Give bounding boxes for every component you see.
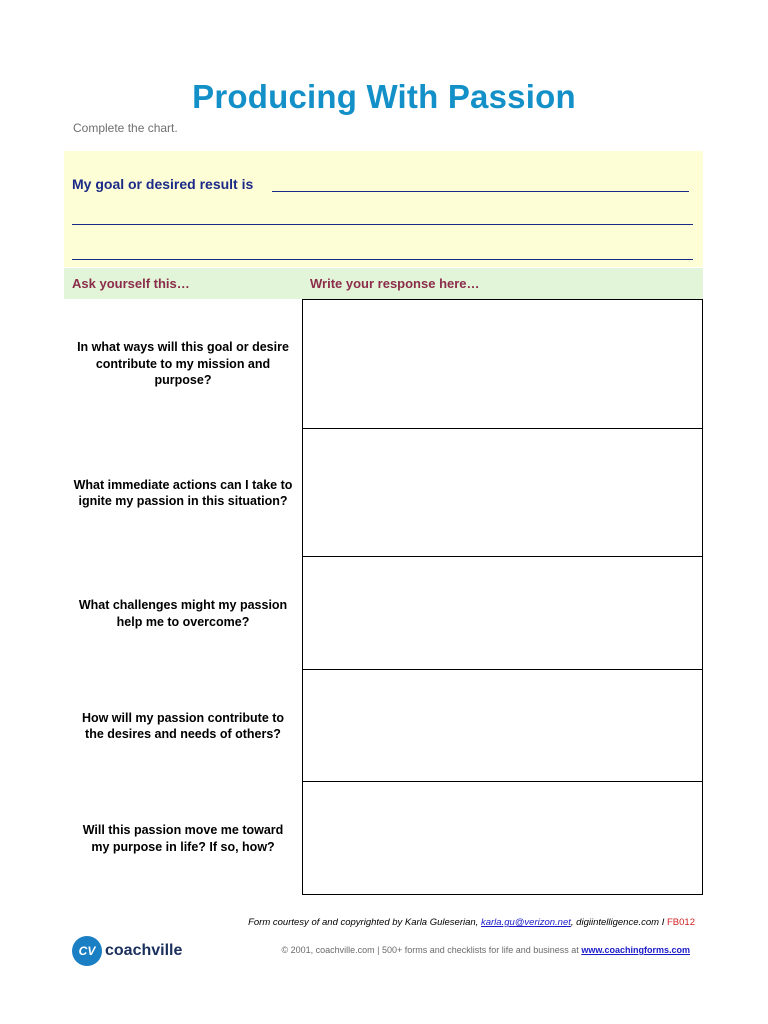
footer-credit [248,917,695,928]
coachville-logo-text: coachville [105,942,183,959]
page-title: Producing With Passion [192,78,576,115]
question-rows [64,299,703,895]
response-cell[interactable] [302,557,703,670]
question-text: Will this passion move me toward my purpose in life? If so, how? [82,823,284,854]
question-row [64,670,703,782]
question-row [64,299,703,429]
response-cell[interactable] [302,670,703,782]
goal-input-line-2[interactable] [72,224,693,225]
copyright-text: © 2001, coachville.com | 500+ forms and checklists for life and business at [281,945,582,955]
question-text: What challenges might my passion help me to overcome? [78,598,288,629]
question-text: How will my passion contribute to the desires and needs of others? [81,710,285,741]
response-cell[interactable] [302,429,703,557]
goal-input-line-1[interactable] [272,191,689,192]
question-row [64,429,703,557]
credit-prefix: Form courtesy of and copyrighted by Karla Guleserian, [248,917,481,928]
form-code: FB012 [667,917,695,928]
response-cell[interactable] [302,782,703,895]
question-row [64,557,703,670]
question-text: In what ways will this goal or desire contribute to my mission and purpose? [77,340,289,388]
coachville-logo [72,936,182,966]
chart-header-row [64,268,703,299]
footer-copyright [281,945,690,955]
ask-column-header: Ask yourself this… [72,276,190,291]
goal-input-line-3[interactable] [72,259,693,260]
write-column-header: Write your response here… [310,276,480,291]
page-subtitle: Complete the chart. [73,121,178,135]
credit-suffix: , digiintelligence.com I [570,917,667,928]
coachville-logo-icon: CV [72,936,102,966]
goal-label: My goal or desired result is [72,176,254,192]
coachingforms-link[interactable]: www.coachingforms.com [581,945,690,955]
question-row [64,782,703,895]
response-cell[interactable] [302,299,703,429]
credit-email-link[interactable]: karla.gu@verizon.net [480,917,571,928]
goal-box [64,151,703,267]
question-text: What immediate actions can I take to ignite my passion in this situation? [73,477,293,508]
